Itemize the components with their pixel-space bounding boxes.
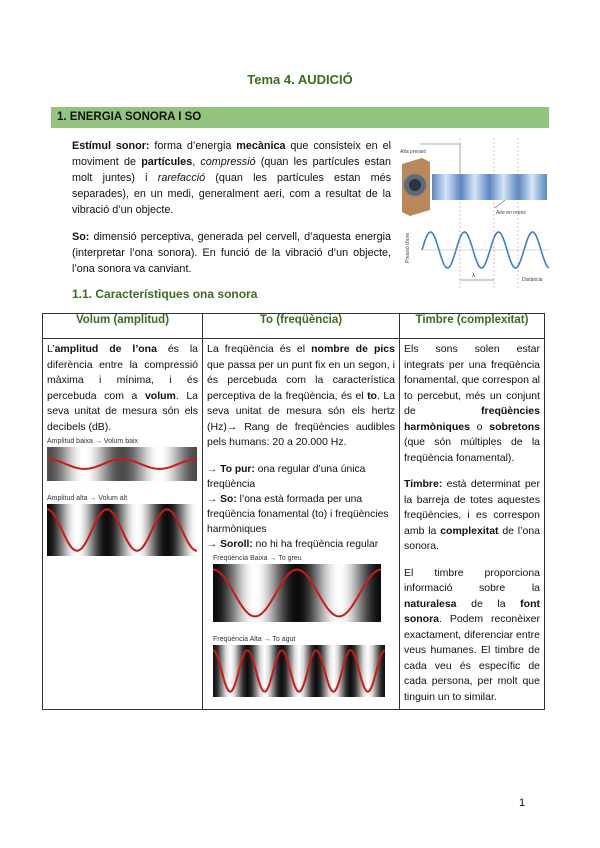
fig-label-wavelength: λ [472, 273, 475, 279]
timbre-text-1: Els sons solen estar integrats per una freqüència fonamental, que correspon al to percebut, més un conjunt de freqüències harmòniques o sobretons (que són múltiples de la freqüència fonamental). [404, 343, 541, 464]
tone-list-1: → To pur: ona regular d’una única freqüència [207, 463, 366, 490]
compression-stripes [47, 447, 197, 481]
low-amplitude-wave [47, 447, 197, 481]
high-frequency-wave [213, 645, 385, 697]
fig-axis-label: Pressió d'aire [405, 232, 411, 263]
section-heading: 1. ENERGIA SONORA I SO [51, 107, 549, 128]
fig-label-top: Alta pressió [400, 149, 427, 155]
sound-paragraph: So: dimensió perceptiva, generada pel cervell, d’aquesta energia (interpretar l’ona sonora). En funció de la vibració d’un objecte, l’ona sonora va canviant. [72, 231, 391, 275]
high-amplitude-wave [47, 504, 197, 556]
subsection-heading: 1.1. Característiques ona sonora [72, 287, 258, 301]
tone-list-3: → Soroll: no hi ha freqüència regular [207, 538, 379, 550]
document-title: Tema 4. AUDICIÓ [247, 72, 353, 87]
timbre-text-3: El timbre proporciona informació sobre la naturalesa de la font sonora. Podem reconèixer exactament, diferenciar entre veus humanes. El timbre de cada veu és específic de cada persona, per molt que tinguin un to similar. [404, 566, 540, 703]
high-amplitude-label: Amplitud alta → Volum alt [47, 495, 128, 502]
cell-volume [43, 339, 203, 710]
characteristics-table [42, 313, 545, 710]
stimulus-paragraph: Estímul sonor: forma d’energia mecànica que consisteix en el moviment de partícules, compressió (quan les partícules estan molt juntes) i rarefacció (quan les partícules estan més separades), en un medi, generalment aeri, com a resultat de la vibració d’un objecte. [72, 140, 392, 216]
low-amplitude-label: Amplitud baixa → Volum baix [47, 438, 139, 445]
low-frequency-label: Freqüència Baixa → To greu [213, 554, 302, 562]
sound-wave-figure [400, 138, 549, 288]
tone-text: La freqüència és el nombre de pics que passa per un punt fix en un segon, i és percebuda com la característica perceptiva de la freqüència, és el to. La seva unitat de mesura són els hertz (Hz)→ Rang de freqüències audibles pels humans: 20 a 20.000 Hz. [207, 343, 396, 448]
header-volume: Volum (amplitud) [43, 314, 203, 339]
fig-label-distance: Distància [522, 277, 543, 283]
page-number: 1 [519, 797, 526, 809]
volume-text: L’amplitud de l’ona és la diferència entre la compressió màxima i mínima, i és percebuda com a volum. La seva unitat de mesura són els decibels (dB). [47, 343, 198, 433]
cell-timbre [400, 339, 545, 710]
high-frequency-label: Freqüència Alta → To agut [213, 635, 296, 643]
compression-stripes [213, 564, 381, 622]
fig-label-mid: Aire en repòs [496, 210, 526, 216]
header-timbre: Timbre (complexitat) [400, 314, 545, 339]
timbre-text-2: Timbre: està determinat per la barreja de totes aquestes freqüències, i es correspon amb la complexitat de l’ona sonora. [404, 478, 540, 552]
tone-list-2: → So: l’ona està formada per una freqüència fonamental (to) i freqüències harmòniques [207, 493, 389, 535]
low-frequency-wave [213, 564, 381, 622]
cell-tone [203, 339, 400, 710]
header-tone: To (freqüència) [203, 314, 400, 339]
